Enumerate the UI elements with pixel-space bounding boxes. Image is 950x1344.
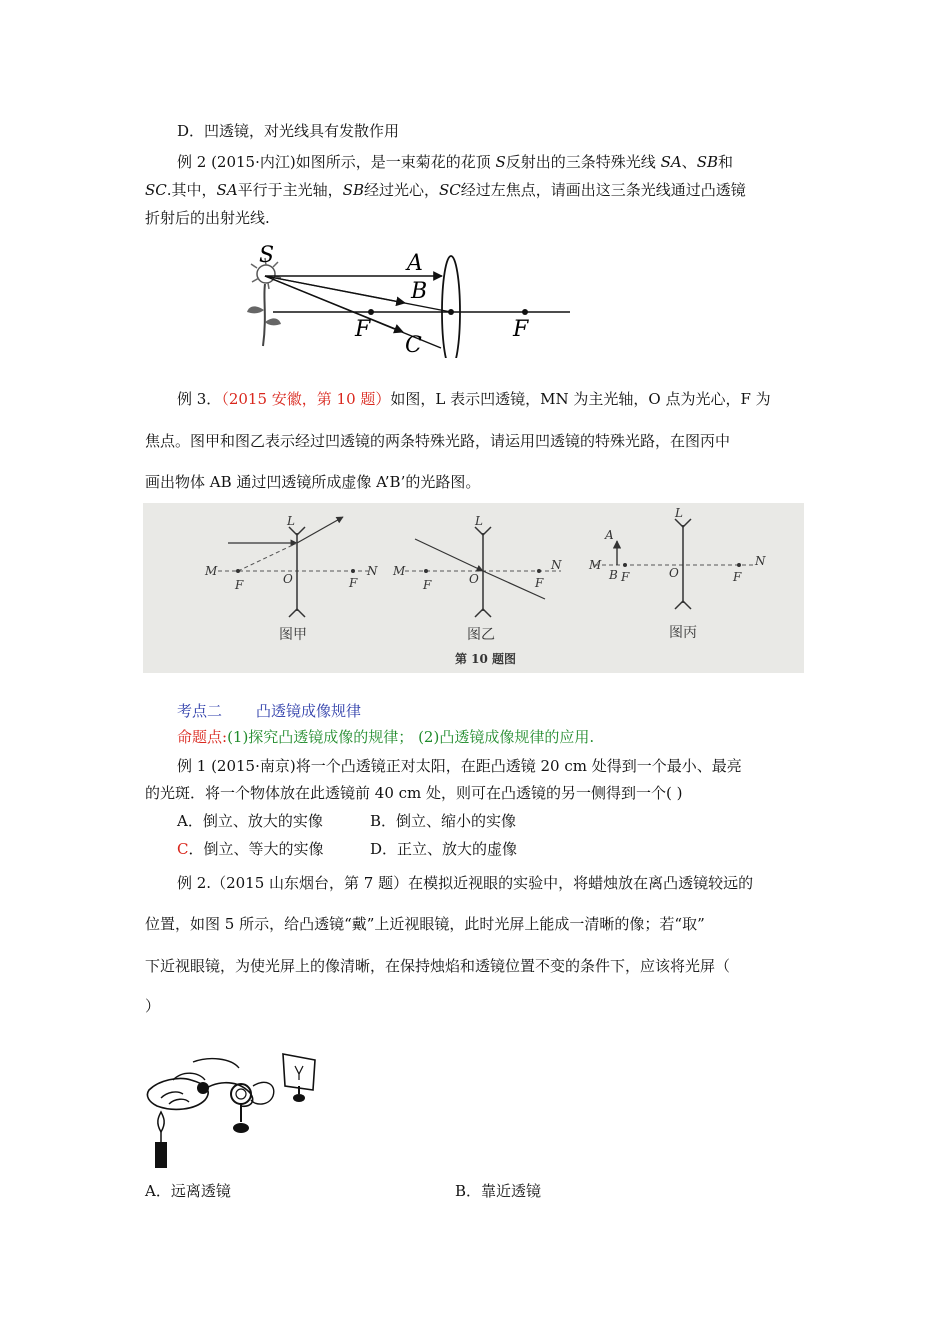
candle-icon	[155, 1112, 167, 1168]
label-f: F	[423, 578, 432, 592]
myopia-experiment-figure	[143, 1050, 333, 1172]
example-3-line-2: 焦点。图甲和图乙表示经过凹透镜的两条特殊光路，请运用凹透镜的特殊光路，在图丙中	[145, 432, 731, 450]
label-f: F	[733, 570, 742, 584]
example-2-line-1	[177, 152, 733, 172]
text: 经过光心，	[363, 181, 439, 199]
label-m: M	[393, 564, 406, 578]
label-f: F	[235, 578, 244, 592]
option-text: ．倒立、等大的实像	[188, 840, 324, 858]
label-o: O	[669, 566, 679, 580]
text: 如图，L 表示凹透镜，MN 为主光轴，O 点为光心，F 为	[390, 390, 771, 408]
mingti-line	[177, 727, 594, 747]
caption-jia: 图甲	[279, 627, 307, 643]
q2-line-2: 位置，如图 5 所示，给凸透镜“戴”上近视眼镜，此时光屏上能成一清晰的像；若“取”	[145, 915, 705, 933]
label-n: N	[551, 558, 562, 572]
label-l: L	[675, 506, 683, 520]
label-l: L	[475, 514, 483, 528]
text: 例 3．	[177, 390, 222, 408]
var-sa: SA	[216, 181, 238, 199]
text: 、	[681, 153, 697, 171]
example-2-line-3: 折射后的出射光线.	[145, 209, 270, 227]
label-n: N	[367, 564, 378, 578]
text: 经过左焦点，请画出这三条光线通过凸透镜	[460, 181, 746, 199]
var-sc: SC	[145, 181, 167, 199]
label-f-right: F	[513, 317, 529, 342]
convex-lens	[442, 256, 460, 358]
flower-icon	[247, 258, 281, 346]
heading-label: 考点二	[177, 702, 223, 720]
source-tag: （2015 安徽，第 10 题）	[221, 390, 391, 408]
example-3-line-1	[177, 389, 771, 409]
option-d: D．凹透镜，对光线具有发散作用	[177, 122, 400, 140]
heading-title: 凸透镜成像规律	[256, 702, 362, 720]
q2-line-3: 下近视眼镜，为使光屏上的像清晰，在保持烛焰和透镜位置不变的条件下，应该将光屏（	[145, 957, 731, 975]
ray-sc-arrow	[265, 276, 403, 332]
label-b: B	[411, 279, 428, 304]
label-f: F	[349, 576, 358, 590]
label-b: B	[609, 568, 618, 582]
label-m: M	[205, 564, 218, 578]
mingti-text: (1)探究凸透镜成像的规律； (2)凸透镜成像规律的应用.	[227, 728, 595, 746]
ray-sb-arrow	[265, 276, 405, 303]
label-f: F	[535, 576, 544, 590]
label-n: N	[755, 554, 766, 568]
q1-option-a: A．倒立、放大的实像	[177, 812, 323, 830]
label-a: A	[605, 528, 614, 542]
section-heading	[177, 701, 361, 721]
q2-option-b: B．靠近透镜	[455, 1182, 542, 1200]
figure-caption: 第 10 题图	[455, 652, 517, 666]
label-c: C	[405, 333, 422, 358]
screen-icon	[283, 1054, 315, 1102]
var-s: S	[495, 153, 506, 171]
q1-option-c	[177, 839, 324, 859]
q2-option-a: A．远离透镜	[145, 1182, 231, 1200]
option-letter: C	[177, 840, 189, 858]
example-3-line-3: 画出物体 AB 通过凹透镜所成虚像 A’B’的光路图。	[145, 473, 481, 491]
q2-line-4: ）	[145, 997, 161, 1015]
caption-bing: 图丙	[669, 625, 697, 641]
label-s: S	[259, 243, 275, 268]
example-2-line-2	[145, 180, 746, 200]
text: .其中，	[166, 181, 217, 199]
optical-center	[448, 309, 454, 315]
mingti-label: 命题点:	[177, 728, 228, 746]
var-sb: SB	[696, 153, 718, 171]
label-l: L	[287, 514, 295, 528]
label-a: A	[407, 251, 423, 276]
q2-line-1: 例 2.（2015 山东烟台，第 7 题）在模拟近视眼的实验中，将蜡烛放在离凸透镜较远的	[177, 874, 754, 892]
text: 平行于主光轴，	[237, 181, 343, 199]
text: 例 2 (2015·内江)如图所示，是一束菊花的花顶	[177, 153, 496, 171]
label-o: O	[283, 572, 293, 586]
label-f: F	[621, 570, 630, 584]
var-sb: SB	[342, 181, 364, 199]
q1-option-b: B．倒立、缩小的实像	[370, 812, 517, 830]
concave-lens-figure	[143, 503, 804, 673]
focus-left	[368, 309, 374, 315]
text: 和	[718, 153, 734, 171]
q1-option-d: D．正立、放大的虚像	[370, 840, 518, 858]
q1-line-1: 例 1 (2015·南京)将一个凸透镜正对太阳，在距凸透镜 20 cm 处得到一个最小、最亮	[177, 757, 742, 775]
var-sc: SC	[439, 181, 461, 199]
label-m: M	[589, 558, 602, 572]
convex-lens-icon	[231, 1082, 274, 1133]
convex-lens-figure	[235, 238, 580, 358]
q1-line-2: 的光斑．将一个物体放在此透镜前 40 cm 处，则可在凸透镜的另一侧得到一个( )	[145, 784, 683, 802]
text: 反射出的三条特殊光线	[505, 153, 661, 171]
label-o: O	[469, 572, 479, 586]
var-sa: SA	[660, 153, 682, 171]
focus-right	[522, 309, 528, 315]
caption-yi: 图乙	[467, 627, 495, 643]
label-f-left: F	[355, 317, 371, 342]
